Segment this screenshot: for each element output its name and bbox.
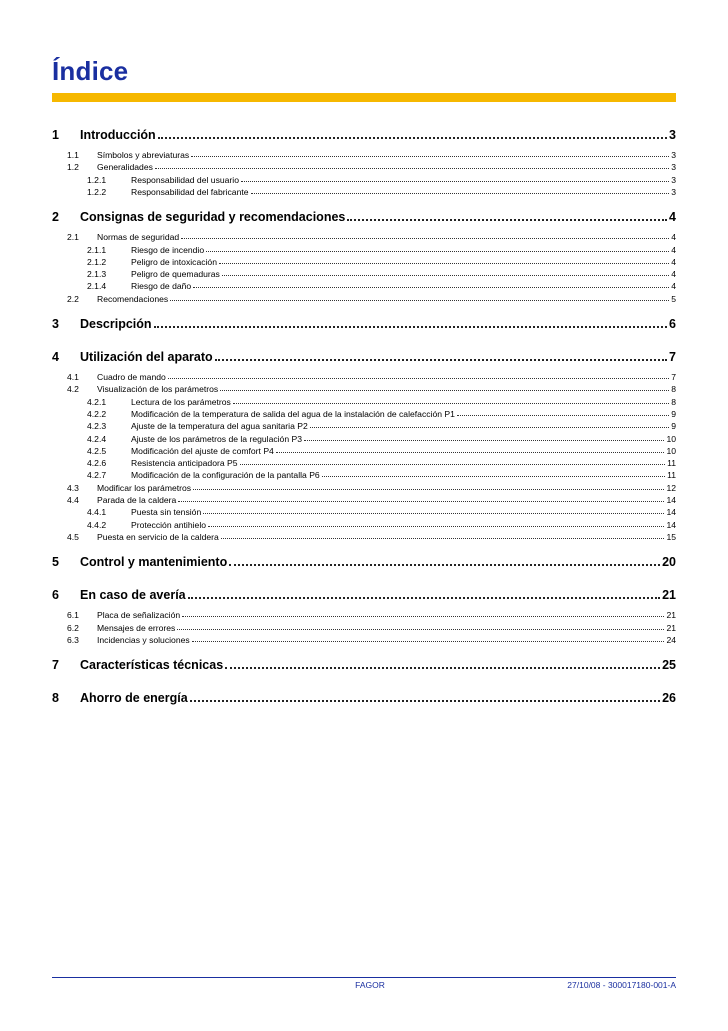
toc-entry-number: 2.1.3 <box>87 269 107 280</box>
toc-dot-leader <box>251 193 670 194</box>
toc-entry-page: 8 <box>671 384 676 395</box>
toc-dot-leader <box>154 326 667 328</box>
toc-entry-title: Modificación del ajuste de comfort P4 <box>131 445 274 456</box>
toc-entry-number: 2.1.2 <box>87 256 107 267</box>
toc-dot-leader <box>181 238 669 239</box>
toc-entry-page: 24 <box>666 634 676 645</box>
toc-entry-number: 4.4.2 <box>87 519 107 530</box>
toc-entry-page: 8 <box>671 396 676 407</box>
toc-entry-title: Riesgo de daño <box>131 281 192 292</box>
toc-entry-page: 11 <box>667 458 676 469</box>
toc-entry-page: 11 <box>667 470 676 481</box>
toc-entry-number: 4.2 <box>67 384 79 395</box>
toc-entry-title: Ahorro de energía <box>80 691 188 706</box>
toc-entry-title: Puesta sin tensión <box>131 507 202 518</box>
toc-dot-leader <box>178 501 664 502</box>
toc-dot-leader <box>220 390 669 391</box>
toc-entry-number: 1.2.1 <box>87 174 107 185</box>
title-underline-bar <box>52 93 676 102</box>
toc-entry-page: 4 <box>671 256 676 267</box>
toc-dot-leader <box>304 440 664 441</box>
footer-rule <box>52 977 676 978</box>
toc-entry-4-4-1[interactable] <box>87 505 676 517</box>
toc-dot-leader <box>168 378 669 379</box>
toc-entry-title: Símbolos y abreviaturas <box>97 150 190 160</box>
toc-dot-leader <box>219 263 669 264</box>
toc-entry-page: 7 <box>669 350 676 364</box>
toc-entry-number: 8 <box>52 691 59 706</box>
toc-entry-1-1[interactable] <box>67 148 676 160</box>
toc-entry-2-1[interactable] <box>67 230 676 242</box>
toc-entry-title: Normas de seguridad <box>97 232 180 243</box>
toc-entry-6-3[interactable] <box>67 633 676 645</box>
toc-entry-4-4[interactable] <box>67 493 676 505</box>
toc-entry-4-1[interactable] <box>67 370 676 382</box>
toc-entry-5[interactable] <box>52 553 676 569</box>
toc-entry-title: Modificación de la configuración de la pantalla P6 <box>131 470 320 481</box>
toc-entry-number: 1 <box>52 128 59 142</box>
toc-dot-leader <box>177 629 664 630</box>
toc-dot-leader <box>170 300 669 301</box>
toc-entry-number: 1.1 <box>67 150 79 160</box>
toc-entry-page: 14 <box>666 507 676 518</box>
toc-dot-leader <box>215 359 667 361</box>
toc-entry-page: 15 <box>666 531 676 542</box>
toc-entry-page: 10 <box>666 445 676 456</box>
toc-dot-leader <box>322 476 665 477</box>
toc-dot-leader <box>457 415 669 416</box>
toc-dot-leader <box>191 156 669 157</box>
toc-entry-4-2[interactable] <box>67 382 676 394</box>
toc-entry-title: Lectura de los parámetros <box>131 396 231 407</box>
toc-dot-leader <box>276 452 665 453</box>
toc-dot-leader <box>155 168 669 169</box>
toc-entry-page: 9 <box>671 421 676 432</box>
toc-entry-title: Modificación de la temperatura de salida del agua de la instalación de calefacción P1 <box>131 408 455 419</box>
toc-entry-1-2-2[interactable] <box>87 185 676 197</box>
toc-entry-page: 7 <box>671 372 676 382</box>
toc-entry-2-1-4[interactable] <box>87 279 676 291</box>
toc-dot-leader <box>188 597 660 599</box>
toc-dot-leader <box>310 427 669 428</box>
toc-entry-number: 4.2.6 <box>87 458 107 469</box>
toc-entry-number: 4.4 <box>67 495 79 505</box>
toc-dot-leader <box>233 403 669 404</box>
toc-entry-number: 4.2.7 <box>87 470 107 481</box>
toc-entry-title: Responsabilidad del fabricante <box>131 186 249 197</box>
toc-entry-number: 4.2.2 <box>87 408 107 419</box>
toc-entry-title: Resistencia anticipadora P5 <box>131 458 238 469</box>
toc-entry-number: 5 <box>52 555 59 570</box>
toc-entry-number: 2.1 <box>67 232 79 243</box>
toc-dot-leader <box>193 489 664 490</box>
toc-entry-title: Puesta en servicio de la caldera <box>97 531 219 542</box>
toc-entry-title: Riesgo de incendio <box>131 244 205 255</box>
toc-entry-4-2-6[interactable] <box>87 456 676 468</box>
toc-entry-page: 10 <box>666 433 676 444</box>
toc-entry-page: 21 <box>662 588 676 603</box>
toc-entry-1-2-1[interactable] <box>87 173 676 185</box>
toc-entry-4-4-2[interactable] <box>87 518 676 530</box>
toc-entry-title: Descripción <box>80 317 152 331</box>
toc-entry-title: Cuadro de mando <box>97 372 166 382</box>
toc-entry-title: Visualización de los parámetros <box>97 384 219 395</box>
toc-entry-page: 21 <box>666 622 676 633</box>
page-title: Índice <box>52 56 129 86</box>
toc-dot-leader <box>158 137 667 139</box>
toc-entry-4-2-3[interactable] <box>87 419 676 431</box>
toc-entry-number: 4.5 <box>67 531 79 542</box>
toc-entry-2[interactable] <box>52 208 676 224</box>
toc-entry-page: 25 <box>662 658 676 673</box>
toc-entry-page: 6 <box>669 317 676 331</box>
toc-dot-leader <box>190 700 660 702</box>
toc-entry-8[interactable] <box>52 689 676 705</box>
toc-dot-leader <box>229 564 660 566</box>
toc-dot-leader <box>225 667 660 669</box>
toc-entry-number: 6.3 <box>67 634 79 645</box>
toc-entry-number: 2 <box>52 210 59 225</box>
toc-entry-title: Parada de la caldera <box>97 495 177 505</box>
toc-dot-leader <box>240 464 666 465</box>
toc-entry-page: 4 <box>671 244 676 255</box>
toc-entry-4-2-1[interactable] <box>87 395 676 407</box>
toc-dot-leader <box>203 513 664 514</box>
toc-entry-title: Control y mantenimiento <box>80 555 228 570</box>
toc-entry-7[interactable] <box>52 656 676 672</box>
toc-entry-number: 1.2.2 <box>87 186 107 197</box>
toc-entry-title: Generalidades <box>97 162 153 173</box>
toc-entry-page: 14 <box>666 519 676 530</box>
toc-dot-leader <box>182 616 664 617</box>
toc-entry-title: Peligro de intoxicación <box>131 256 217 267</box>
toc-dot-leader <box>347 219 667 221</box>
toc-entry-page: 5 <box>671 293 676 304</box>
toc-entry-number: 4.2.5 <box>87 445 107 456</box>
toc-entry-3[interactable] <box>52 315 676 331</box>
toc-entry-number: 3 <box>52 317 59 331</box>
toc-entry-page: 3 <box>671 162 676 173</box>
toc-entry-number: 2.1.1 <box>87 244 107 255</box>
toc-entry-title: Ajuste de la temperatura del agua sanitaria P2 <box>131 421 308 432</box>
toc-entry-2-1-1[interactable] <box>87 243 676 255</box>
toc-entry-title: Consignas de seguridad y recomendaciones <box>80 210 346 225</box>
toc-entry-2-1-3[interactable] <box>87 267 676 279</box>
toc-entry-number: 4.1 <box>67 372 79 382</box>
toc-dot-leader <box>206 251 669 252</box>
toc-entry-title: En caso de avería <box>80 588 186 603</box>
toc-entry-4-3[interactable] <box>67 481 676 493</box>
toc-entry-page: 4 <box>669 210 676 225</box>
toc-entry-number: 1.2 <box>67 162 79 173</box>
toc-entry-page: 14 <box>666 495 676 505</box>
toc-entry-4[interactable] <box>52 348 676 364</box>
footer-brand: FAGOR <box>355 980 385 990</box>
footer-document-code: 27/10/08 - 300017180-001-A <box>567 980 676 990</box>
toc-entry-page: 12 <box>666 482 676 493</box>
toc-entry-number: 2.1.4 <box>87 281 107 292</box>
toc-entry-page: 9 <box>671 408 676 419</box>
toc-entry-1-2[interactable] <box>67 160 676 172</box>
toc-entry-4-2-4[interactable] <box>87 432 676 444</box>
toc-entry-title: Recomendaciones <box>97 293 169 304</box>
toc-entry-4-5[interactable] <box>67 530 676 542</box>
toc-entry-number: 6 <box>52 588 59 603</box>
toc-entry-title: Utilización del aparato <box>80 350 213 364</box>
toc-entry-title: Placa de señalización <box>97 610 181 621</box>
toc-entry-number: 6.1 <box>67 610 79 621</box>
toc-entry-number: 4.3 <box>67 482 79 493</box>
toc-entry-page: 3 <box>671 186 676 197</box>
toc-entry-title: Protección antihielo <box>131 519 207 530</box>
toc-entry-number: 7 <box>52 658 59 673</box>
toc-entry-title: Características técnicas <box>80 658 224 673</box>
toc-entry-6[interactable] <box>52 586 676 602</box>
toc-dot-leader <box>222 275 669 276</box>
toc-dot-leader <box>193 287 669 288</box>
toc-entry-number: 2.2 <box>67 293 79 304</box>
toc-entry-number: 4.2.4 <box>87 433 107 444</box>
toc-entry-title: Modificar los parámetros <box>97 482 192 493</box>
toc-entry-page: 4 <box>671 232 676 243</box>
toc-entry-title: Mensajes de errores <box>97 622 176 633</box>
toc-entry-6-1[interactable] <box>67 608 676 620</box>
toc-entry-2-2[interactable] <box>67 292 676 304</box>
toc-entry-page: 3 <box>671 174 676 185</box>
toc-entry-page: 4 <box>671 281 676 292</box>
toc-entry-6-2[interactable] <box>67 621 676 633</box>
toc-entry-number: 4 <box>52 350 59 364</box>
toc-entry-page: 4 <box>671 269 676 280</box>
toc-entry-number: 6.2 <box>67 622 79 633</box>
toc-entry-4-2-5[interactable] <box>87 444 676 456</box>
toc-entry-number: 4.2.3 <box>87 421 107 432</box>
toc-entry-4-2-7[interactable] <box>87 468 676 480</box>
toc-entry-1[interactable] <box>52 126 676 142</box>
toc-entry-title: Introducción <box>80 128 156 142</box>
toc-entry-2-1-2[interactable] <box>87 255 676 267</box>
toc-entry-page: 3 <box>669 128 676 142</box>
toc-entry-title: Incidencias y soluciones <box>97 634 190 645</box>
toc-entry-page: 26 <box>662 691 676 706</box>
toc-entry-number: 4.4.1 <box>87 507 107 518</box>
toc-entry-page: 3 <box>671 150 676 160</box>
toc-dot-leader <box>192 641 665 642</box>
toc-dot-leader <box>221 538 665 539</box>
toc-entry-number: 4.2.1 <box>87 396 107 407</box>
toc-entry-4-2-2[interactable] <box>87 407 676 419</box>
toc-entry-title: Ajuste de los parámetros de la regulación P3 <box>131 433 303 444</box>
toc-dot-leader <box>241 181 669 182</box>
toc-entry-page: 21 <box>666 610 676 621</box>
toc-entry-page: 20 <box>662 555 676 570</box>
toc-entry-title: Peligro de quemaduras <box>131 269 220 280</box>
toc-dot-leader <box>208 526 664 527</box>
toc-entry-title: Responsabilidad del usuario <box>131 174 239 185</box>
